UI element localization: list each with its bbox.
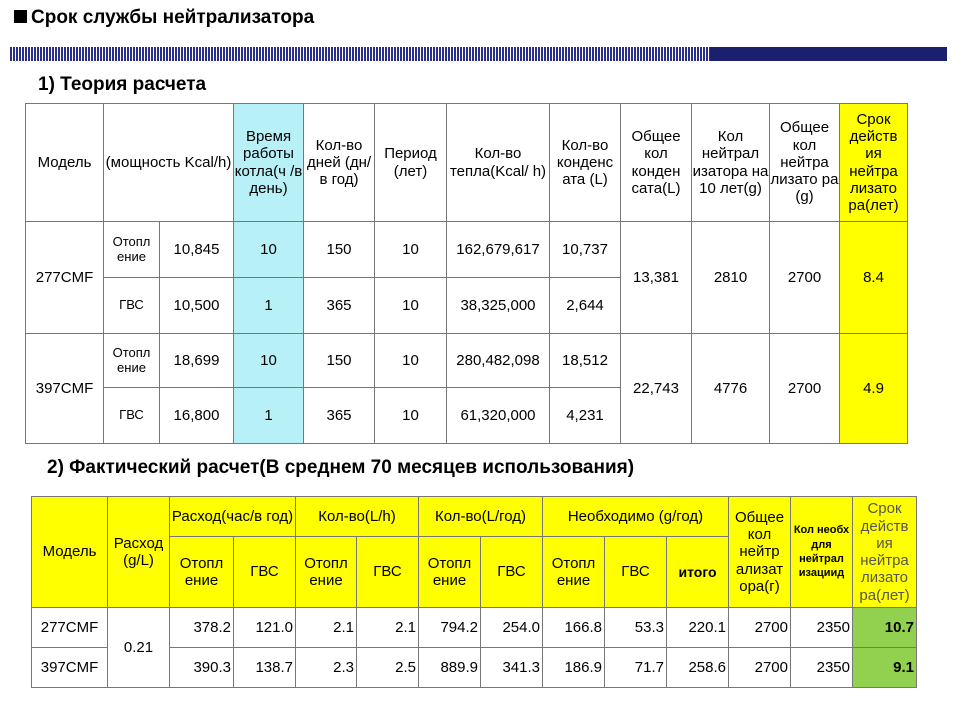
lpy-gvs-cell: 254.0 bbox=[481, 608, 543, 648]
header-lph-heating: Отопл ение bbox=[296, 537, 357, 608]
lph-gvs-cell: 2.5 bbox=[357, 648, 419, 688]
header-neutralizer-10y: Кол нейтрал изатора на 10 лет(g) bbox=[692, 104, 770, 222]
section2-heading: 2) Фактический расчет(В среднем 70 месяцев использования) bbox=[47, 457, 635, 478]
type-cell: Отопл ение bbox=[104, 334, 160, 388]
header-need-gvs: ГВС bbox=[605, 537, 667, 608]
header-lpy-gvs: ГВС bbox=[481, 537, 543, 608]
period-cell: 10 bbox=[375, 278, 447, 334]
header-days: Кол-во дней (дн/в год) bbox=[304, 104, 375, 222]
header-heat: Кол-во тепла(Kcal/ h) bbox=[447, 104, 550, 222]
header-power: (мощность Kcal/h) bbox=[104, 104, 234, 222]
heat-cell: 61,320,000 bbox=[447, 388, 550, 444]
square-bullet-icon bbox=[14, 10, 27, 23]
heat-cell: 280,482,098 bbox=[447, 334, 550, 388]
neutr10-cell: 4776 bbox=[692, 334, 770, 444]
header-condensate: Кол-во конденс ата (L) bbox=[550, 104, 621, 222]
needed-neutr-cell: 2350 bbox=[791, 648, 853, 688]
lph-heating-cell: 2.1 bbox=[296, 608, 357, 648]
theory-table bbox=[25, 103, 908, 444]
total-neutr-cell: 2700 bbox=[729, 648, 791, 688]
days-cell: 365 bbox=[304, 278, 375, 334]
type-cell: Отопл ение bbox=[104, 222, 160, 278]
page-title bbox=[14, 7, 314, 29]
hours-cell: 1 bbox=[234, 388, 304, 444]
header-need-heating: Отопл ение bbox=[543, 537, 605, 608]
model-cell: 397CMF bbox=[32, 648, 108, 688]
period-cell: 10 bbox=[375, 222, 447, 278]
header-period: Период (лет) bbox=[375, 104, 447, 222]
power-cell: 10,500 bbox=[160, 278, 234, 334]
model-cell: 397CMF bbox=[26, 334, 104, 444]
header-hours: Время работы котла(ч /в день) bbox=[234, 104, 304, 222]
header-need-total: итого bbox=[667, 537, 729, 608]
header-total-neutralizer: Общее кол нейтр ализат ора(г) bbox=[729, 497, 791, 608]
flow-cell: 0.21 bbox=[108, 608, 170, 688]
need-heating-cell: 186.9 bbox=[543, 648, 605, 688]
heat-cell: 162,679,617 bbox=[447, 222, 550, 278]
header-total-neutralizer: Общее кол нейтра лизато ра (g) bbox=[770, 104, 840, 222]
days-cell: 365 bbox=[304, 388, 375, 444]
life-cell: 8.4 bbox=[840, 222, 908, 334]
total-cond-cell: 22,743 bbox=[621, 334, 692, 444]
header-need: Необходимо (g/год) bbox=[543, 497, 729, 537]
power-cell: 10,845 bbox=[160, 222, 234, 278]
life-cell: 10.7 bbox=[853, 608, 917, 648]
life-cell: 4.9 bbox=[840, 334, 908, 444]
total-neutr-cell: 2700 bbox=[770, 334, 840, 444]
period-cell: 10 bbox=[375, 334, 447, 388]
header-needed-neutralizer: Кол необх для нейтрал изациид bbox=[791, 497, 853, 608]
total-neutr-cell: 2700 bbox=[729, 608, 791, 648]
power-cell: 18,699 bbox=[160, 334, 234, 388]
cond-cell: 18,512 bbox=[550, 334, 621, 388]
hours-cell: 10 bbox=[234, 334, 304, 388]
type-cell: ГВС bbox=[104, 278, 160, 334]
hours-cell: 1 bbox=[234, 278, 304, 334]
header-lpy-heating: Отопл ение bbox=[419, 537, 481, 608]
cond-cell: 2,644 bbox=[550, 278, 621, 334]
days-cell: 150 bbox=[304, 334, 375, 388]
need-gvs-cell: 53.3 bbox=[605, 608, 667, 648]
header-lph-gvs: ГВС bbox=[357, 537, 419, 608]
need-total-cell: 220.1 bbox=[667, 608, 729, 648]
usage-gvs-cell: 138.7 bbox=[234, 648, 296, 688]
page-title-text: Срок службы нейтрализатора bbox=[31, 7, 315, 28]
need-heating-cell: 166.8 bbox=[543, 608, 605, 648]
table-row bbox=[26, 222, 908, 278]
heat-cell: 38,325,000 bbox=[447, 278, 550, 334]
header-usage-gvs: ГВС bbox=[234, 537, 296, 608]
header-usage-heating: Отопл ение bbox=[170, 537, 234, 608]
model-cell: 277CMF bbox=[32, 608, 108, 648]
title-divider bbox=[10, 47, 947, 61]
need-total-cell: 258.6 bbox=[667, 648, 729, 688]
header-flow: Расход (g/L) bbox=[108, 497, 170, 608]
lph-gvs-cell: 2.1 bbox=[357, 608, 419, 648]
actual-table bbox=[31, 496, 917, 688]
usage-heating-cell: 390.3 bbox=[170, 648, 234, 688]
cond-cell: 4,231 bbox=[550, 388, 621, 444]
neutr10-cell: 2810 bbox=[692, 222, 770, 334]
header-model: Модель bbox=[32, 497, 108, 608]
header-life: Срок действ ия нейтра лизато ра(лет) bbox=[840, 104, 908, 222]
header-usage: Расход(час/в год) bbox=[170, 497, 296, 537]
lpy-heating-cell: 794.2 bbox=[419, 608, 481, 648]
header-model: Модель bbox=[26, 104, 104, 222]
power-cell: 16,800 bbox=[160, 388, 234, 444]
table-row bbox=[26, 334, 908, 388]
total-neutr-cell: 2700 bbox=[770, 222, 840, 334]
period-cell: 10 bbox=[375, 388, 447, 444]
cond-cell: 10,737 bbox=[550, 222, 621, 278]
header-lph: Кол-во(L/h) bbox=[296, 497, 419, 537]
need-gvs-cell: 71.7 bbox=[605, 648, 667, 688]
usage-heating-cell: 378.2 bbox=[170, 608, 234, 648]
lpy-gvs-cell: 341.3 bbox=[481, 648, 543, 688]
needed-neutr-cell: 2350 bbox=[791, 608, 853, 648]
days-cell: 150 bbox=[304, 222, 375, 278]
model-cell: 277CMF bbox=[26, 222, 104, 334]
life-cell: 9.1 bbox=[853, 648, 917, 688]
table-row bbox=[32, 608, 917, 648]
type-cell: ГВС bbox=[104, 388, 160, 444]
hours-cell: 10 bbox=[234, 222, 304, 278]
total-cond-cell: 13,381 bbox=[621, 222, 692, 334]
header-life: Срок действ ия нейтра лизато ра(лет) bbox=[853, 497, 917, 608]
header-total-condensate: Общее кол конден сата(L) bbox=[621, 104, 692, 222]
section1-heading: 1) Теория расчета bbox=[38, 74, 207, 95]
lph-heating-cell: 2.3 bbox=[296, 648, 357, 688]
usage-gvs-cell: 121.0 bbox=[234, 608, 296, 648]
header-lpy: Кол-во(L/год) bbox=[419, 497, 543, 537]
lpy-heating-cell: 889.9 bbox=[419, 648, 481, 688]
